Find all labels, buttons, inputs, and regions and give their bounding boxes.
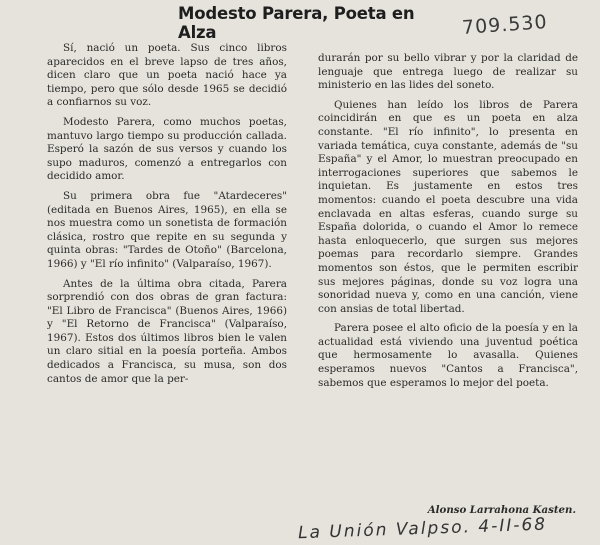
paragraph: Antes de la última obra citada, Parera sorprendió con dos obras de gran factura: "El Libro de Francisca" (Buenos Aires, 1966) y "El Retorno de Francisca" (Valparaíso, 1967). Estos dos últimos libros bien le valen un claro sitial en la poesía porteña. Ambos dedicados a Francisca, su musa, son dos cantos de amor que la per-	[47, 277, 287, 385]
paragraph: Su primera obra fue "Atardeceres" (editada en Buenos Aires, 1965), en ella se nos muestra como un sonetista de formación clásica, rostro que repite en su segunda y quinta obras: "Tardes de Otoño" (Barcelona, 1966) y "El río infinito" (Valparaíso, 1967).	[47, 189, 287, 270]
author-signature: Alonso Larrahona Kasten.	[427, 504, 576, 516]
paragraph: Parera posee el alto oficio de la poesía y en la actualidad está viviendo una juventud poética que hermosamente lo avasalla. Quienes esperamos nuevos "Cantos a Francisca", sabemos que esperamos lo mejor del poeta.	[318, 322, 578, 389]
paragraph: Quienes han leído los libros de Parera coincidirán en que es un poeta en alza constante. "El río infinito", lo presenta en variada temática, cuya constante, además de "su España" y el Amor, lo muestran preocupado en interrogaciones superiores que sabemos le inquietan. Es justamente en estos tres momentos: cuando el poeta descubre una vida enclavada en altas esferas, cuando surge su España dolorida, o cuando el Amor lo remece hasta enloquecerlo, que surgen sus mejores poemas para recordarlo siempre. Grandes momentos son éstos, que le permiten escribir sus mejores páginas, donde su voz logra una sonoridad nueva y, como en una canción, viene con ansias de total libertad.	[318, 98, 578, 315]
paragraph: durarán por su bello vibrar y por la claridad de lenguaje que entrega luego de realizar su ministerio en las lides del soneto.	[318, 52, 578, 92]
article-column-left	[47, 42, 287, 392]
handwritten-reference-number: 709.530	[461, 11, 549, 39]
article-column-right	[318, 52, 578, 396]
handwritten-source-note: La Unión Valpso. 4-II-68	[297, 514, 548, 544]
article-headline: Modesto Parera, Poeta en Alza	[178, 4, 415, 42]
paragraph: Sí, nació un poeta. Sus cinco libros aparecidos en el breve lapso de tres años, dicen claro que un poeta nació hace ya tiempo, pero que sólo desde 1965 se decidió a confiarnos su voz.	[47, 42, 287, 109]
paragraph: Modesto Parera, como muchos poetas, mantuvo largo tiempo su producción callada. Esperó la sazón de sus versos y cuando los supo maduros, comenzó a entregarlos con decidido amor.	[47, 115, 287, 183]
